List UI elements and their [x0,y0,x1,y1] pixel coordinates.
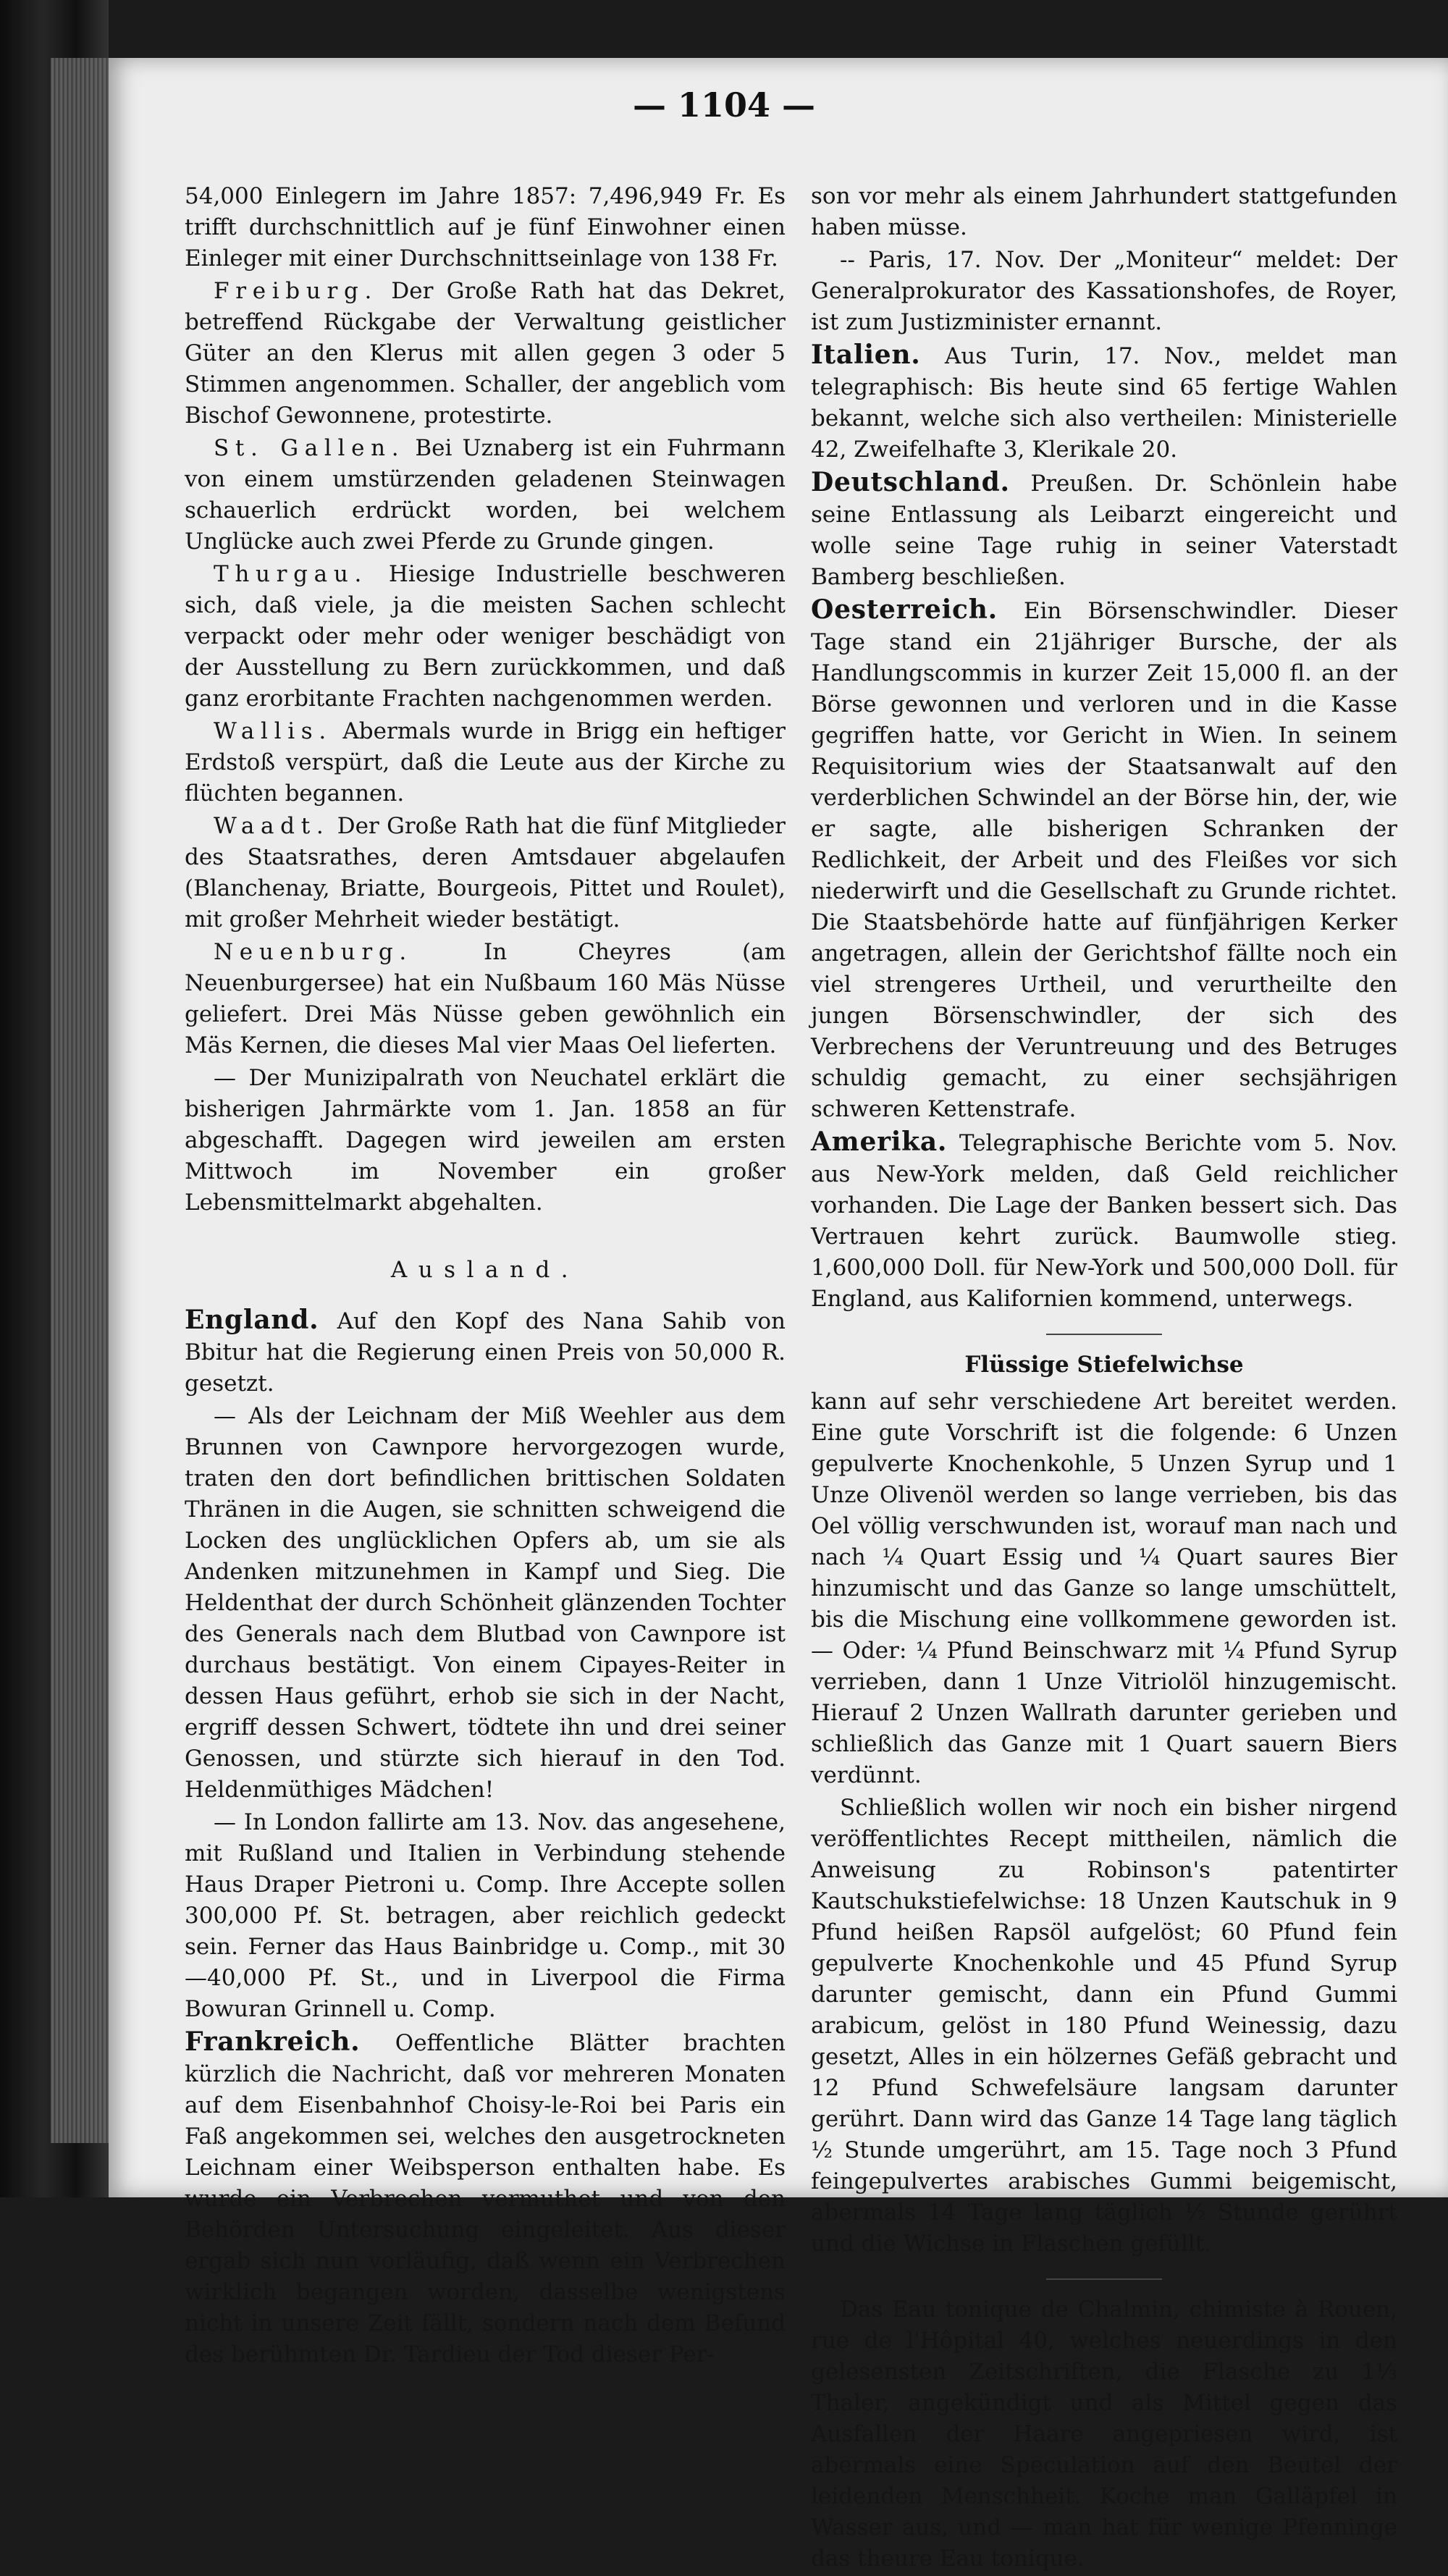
article-frankreich [185,2026,786,2370]
place-thurgau: Thurgau. [214,561,369,587]
page-number: — 1104 — [632,85,816,125]
section-ausland: Ausland. [390,1257,580,1283]
left-column [185,181,786,2372]
article-waadt [185,811,786,935]
text-stgallen: Bei Uznaberg ist ein Fuhrmann von einem umstürzenden geladenen Steinwagen schauerlich erdrückt worden, bei welchem Unglücke auch zwei Pferde zu Grunde gingen. [185,435,786,555]
text-deutschland: Preußen. Dr. Schönlein habe seine Entlassung als Leibarzt eingereicht und wolle seine Tage ruhig in seiner Vaterstadt Bamberg beschließen. [811,471,1397,590]
text-thurgau: Hiesige Industrielle beschweren sich, daß viele, ja die meisten Sachen schlecht verpackt oder mehr oder weniger beschädigt von der Ausstellung zu Bern zurückkommen, und daß ganz erorbitante Frachten nachgenommen werden. [185,561,786,712]
article-thurgau [185,559,786,715]
article-neuenburg [185,937,786,1061]
text-neuenburg: In Cheyres (am Neuenburgersee) hat ein Nußbaum 160 Mäs Nüsse geliefert. Drei Mäs Nüsse geben gewöhnlich ein Mäs Kernen, die dieses Mal vier Maas Oel lieferten. [185,939,786,1058]
text-freiburg: Der Große Rath hat das Dekret, betreffend Rückgabe der Verwaltung geistlicher Güter an den Klerus mit allen gegen 3 oder 5 Stimmen angenommen. Schaller, der angeblich vom Bischof Gewonnene, protestirte. [185,278,786,429]
divider-rule-2 [1046,2278,1162,2280]
heading-amerika: Amerika. [811,1127,948,1157]
article-england-london: — In London fallirte am 13. Nov. das angesehene, mit Rußland und Italien in Verbindung stehende Haus Draper Pietroni u. Comp. Ihre Accepte sollen 300,000 Pf. St. betragen, aber reichlich gedeckt sein. Ferner das Haus Bainbridge u. Comp., mit 30—40,000 Pf. St., und in Liverpool die Firma Bowuran Grinnell u. Comp. [185,1809,786,2022]
article-kautschukwichse: Schließlich wollen wir noch ein bisher nirgend veröffentlichtes Recept mittheilen, nämlich die Anweisung zu Robinson's patentirter Kautschukstiefelwichse: 18 Unzen Kautschuk in 9 Pfund heißen Rapsöl aufgelöst; 60 Pfund fein gepulverte Knochenkohle und 45 Pfund Syrup darunter gemischt, dann ein Pfund Gummi arabicum, gelöst in 180 Pfund Weinessig, dazu gesetzt, Alles in ein hölzernes Gefäß gebracht und 12 Pfund Schwefelsäure langsam darunter gerührt. Dann wird das Ganze 14 Tage lang täglich ½ Stunde umgerührt, am 15. Tage noch 3 Pfund feingepulvertes arabisches Gummi beigemischt, abermals 14 Tage lang täglich ½ Stunde gerührt und die Wichse in Flaschen gefüllt. [811,1795,1397,2257]
place-neuenburg: Neuenburg. [214,939,413,965]
paragraph-continued: son vor mehr als einem Jahrhundert stattgefunden haben müsse. [811,183,1397,240]
place-waadt: Waadt. [214,813,330,839]
text-wallis: Abermals wurde in Brigg ein heftiger Erdstoß verspürt, daß die Leute aus der Kirche zu flüchten begannen. [185,718,786,807]
heading-oesterreich: Oesterreich. [811,594,998,625]
paragraph-einleger: 54,000 Einlegern im Jahre 1857: 7,496,949 Fr. Es trifft durchschnittlich auf je fünf Einwohner einen Einleger mit einer Durchschnittseinlage von 138 Fr. [185,183,786,272]
article-freiburg [185,276,786,432]
article-oesterreich [811,594,1397,1125]
article-deutschland [811,467,1397,593]
text-italien: Aus Turin, 17. Nov., meldet man telegraphisch: Bis heute sind 65 fertige Wahlen bekannt, welche sich also vertheilen: Ministerielle 42, Zweifelhafte 3, Klerikale 20. [811,343,1397,463]
heading-england: England. [185,1305,319,1335]
text-waadt: Der Große Rath hat die fünf Mitglieder des Staatsrathes, deren Amtsdauer abgelaufen (Blanchenay, Briatte, Bourgeois, Pittet und Roulet), mit großer Mehrheit wieder bestätigt. [185,813,786,933]
text-england: Auf den Kopf des Nana Sahib von Bbitur hat die Regierung einen Preis von 50,000 R. gesetzt. [185,1308,786,1397]
article-wallis [185,716,786,809]
article-paris: -- Paris, 17. Nov. Der „Moniteur“ meldet: Der Generalprokurator des Kassationshofes, de Royer, ist zum Justizminister ernannt. [811,247,1397,335]
heading-deutschland: Deutschland. [811,467,1010,497]
article-stiefelwichse: kann auf sehr verschiedene Art bereitet werden. Eine gute Vorschrift ist die folgende: 6 Unzen gepulverte Knochenkohle, 5 Unzen Syrup und 1 Unze Olivenöl werden so lange verrieben, bis das Oel völlig verschwunden ist, worauf man nach und nach ¼ Quart Essig und ¼ Quart saures Bier hinzumischt und das Ganze so lange umschüttelt, bis die Mischung eine vollkommene geworden ist. — Oder: ¼ Pfund Beinschwarz mit ¼ Pfund Syrup verrieben, dann 1 Unze Vitriolöl hinzugemischt. Hierauf 2 Unzen Wallrath darunter gerieben und schließlich das Ganze mit 1 Quart sauern Biers verdünnt. [811,1389,1397,1788]
text-frankreich: Oeffentliche Blätter brachten kürzlich die Nachricht, daß vor mehreren Monaten auf dem Eisenbahnhof Choisy-le-Roi bei Paris ein Faß angekommen sei, welches den ausgetrockneten Leichnam einer Weibsperson enthalten habe. Es wurde ein Verbrechen vermuthet und von den Behörden Untersuchung eingeleitet. Aus dieser ergab sich nun vorläufig, daß wenn ein Verbrechen wirklich begangen worden, dasselbe wenigstens nicht in unsere Zeit fällt, sondern nach dem Befund des berühmten Dr. Tardieu der Tod dieser Per- [185,2030,786,2367]
divider-rule [1046,1334,1162,1335]
heading-frankreich: Frankreich. [185,2026,361,2057]
right-column [811,181,1397,2576]
article-amerika [811,1127,1397,1315]
place-wallis: Wallis. [214,718,332,744]
article-italien [811,340,1397,466]
article-stgallen [185,433,786,557]
text-amerika: Telegraphische Berichte vom 5. Nov. aus New-York melden, daß Geld reichlicher vorhanden. Die Lage der Banken bessert sich. Das Vertrauen kehrt zurück. Baumwolle stieg. 1,600,000 Doll. für New-York und 500,000 Doll. für England, aus Kalifornien kommend, unterwegs. [811,1130,1397,1312]
place-freiburg: Freiburg. [214,278,379,304]
article-eau-tonique: Das Eau tonique de Chalmin, chimiste à Rouen, rue de l'Hôpital 40, welches neuerdings in den gelesensten Zeitschriften, die Flasche zu 1⅓ Thaler, angekündigt und als Mittel gegen das Ausfallen der Haare angepriesen wird, ist abermals eine Speculation auf den Beutel der leidenden Menschheit. Koche man Galläpfel in Wasser aus, und — man hat für wenige Pfenninge das theure Eau tonique. [811,2297,1397,2572]
article-neuchatel: — Der Munizipalrath von Neuchatel erklärt die bisherigen Jahrmärkte vom 1. Jan. 1858 an für abgeschafft. Dagegen wird jeweilen am ersten Mittwoch im November ein großer Lebensmittelmarkt abgehalten. [185,1065,786,1216]
heading-stiefelwichse: Flüssige Stiefelwichse [964,1352,1244,1378]
text-oesterreich: Ein Börsenschwindler. Dieser Tage stand ein 21jähriger Bursche, der als Handlungscommis in kurzer Zeit 15,000 fl. an der Börse gewonnen und verloren und in die Kasse gegriffen hatte, vor Gericht in Wien. In seinem Requisitorium wies der Staatsanwalt auf den verderblichen Schwindel an der Börse hin, der, wie er sagte, alle bisherigen Schranken der Redlichkeit, der Arbeit und des Fleißes vor sich niederwirft und die Gesellschaft zu Grunde richtet. Die Staatsbehörde hatte auf fünfjährigen Kerker angetragen, allein der Gerichtshof fällte noch ein viel strengeres Urtheil, und verurtheilte den jungen Börsenschwindler, der sich des Verbrechens der Veruntreuung und des Betruges schuldig gemacht, zu einer sechsjährigen schweren Kettenstrafe. [811,598,1397,1122]
heading-italien: Italien. [811,340,921,370]
article-england-cawnpore: — Als der Leichnam der Miß Weehler aus dem Brunnen von Cawnpore hervorgezogen wurde, traten den dort befindlichen brittischen Soldaten Thränen in die Augen, sie schnitten schweigend die Locken des unglücklichen Opfers ab, um sie als Andenken mitzunehmen in Kampf und Sieg. Die Heldenthat der durch Schönheit glänzenden Tochter des Generals nach dem Blutbad von Cawnpore ist durchaus bestätigt. Von einem Cipayes-Reiter in dessen Haus geführt, erhob sie sich in der Nacht, ergriff dessen Schwert, tödtete ihn und drei seiner Genossen, und stürzte sich hierauf in den Tod. Heldenmüthiges Mädchen! [185,1403,786,1803]
article-england [185,1305,786,1399]
place-stgallen: St. Gallen. [214,435,405,461]
page-edges [51,58,116,2143]
